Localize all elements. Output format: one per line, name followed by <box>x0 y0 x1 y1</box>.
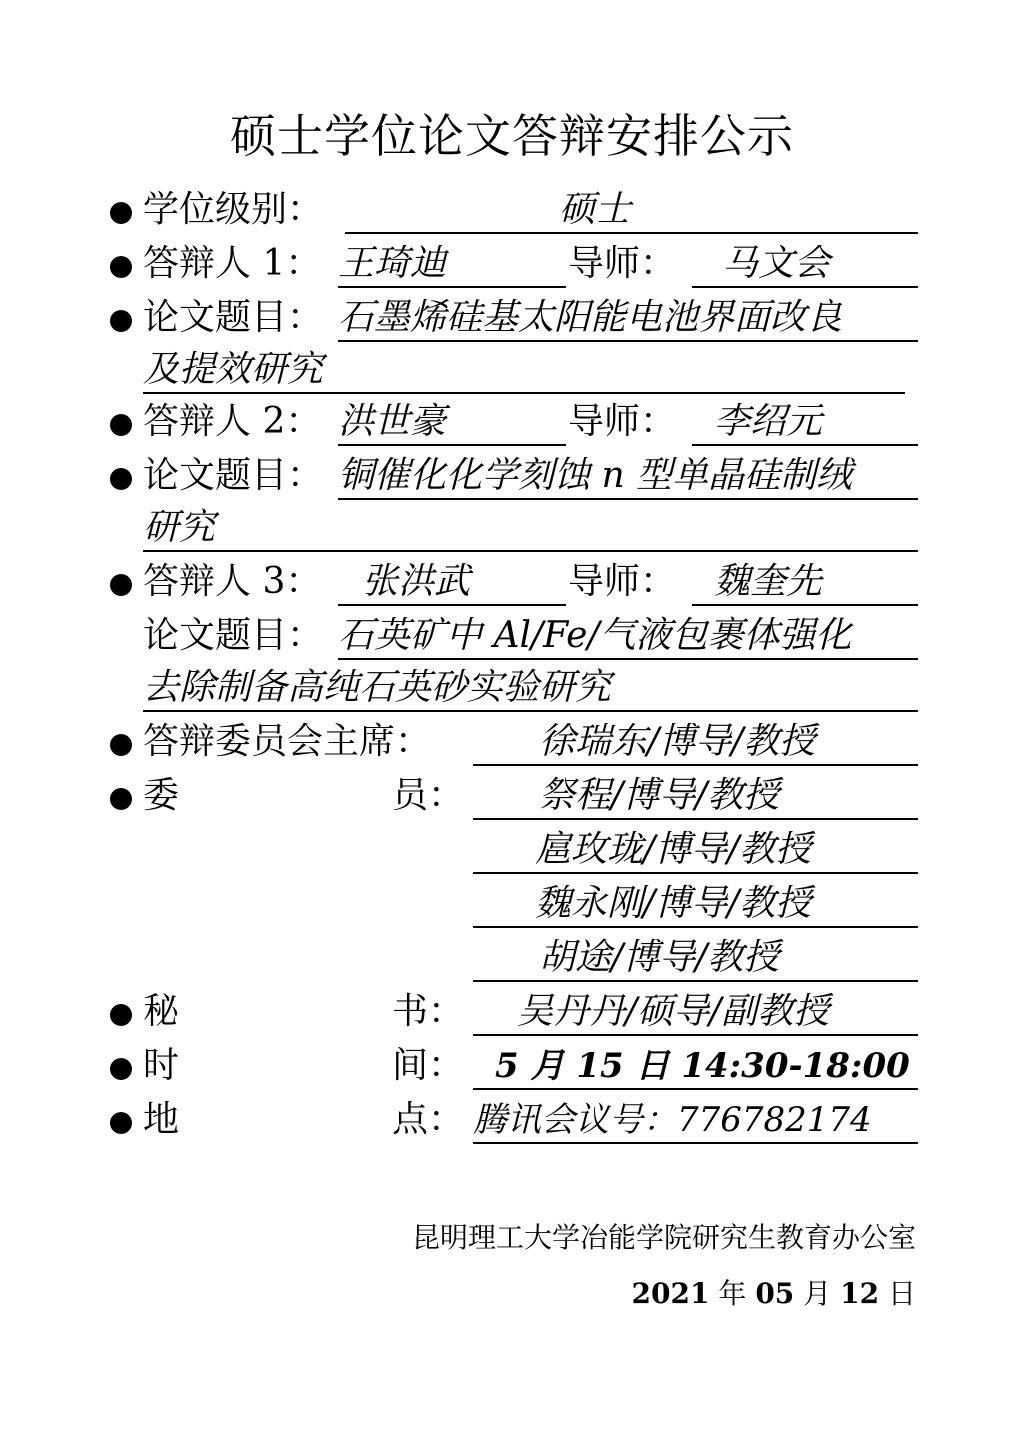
defender-1-row <box>0 238 1024 290</box>
thesis-2-label: 论文题目： <box>143 455 324 496</box>
degree-label: 学位级别： <box>143 189 324 230</box>
date-day: 12 <box>840 1277 880 1310</box>
member-4: 胡途/博导/教授 <box>539 937 780 978</box>
member-3-field <box>473 878 918 928</box>
member-1-field <box>473 770 918 820</box>
thesis-1-text2: 及提效研究 <box>143 349 324 390</box>
defender-2-label: 答辩人 2： <box>143 401 322 442</box>
place-label-1: 地 <box>143 1099 180 1140</box>
defender-1-label: 答辩人 1： <box>143 243 322 284</box>
chair-field <box>473 716 918 766</box>
place-label-2: 点： <box>392 1099 465 1140</box>
bullet-icon <box>110 788 132 810</box>
degree-value: 硕士 <box>559 189 632 230</box>
secretary-label-1: 秘 <box>143 991 180 1032</box>
bullet-icon <box>110 202 132 224</box>
member-1: 祭程/博导/教授 <box>539 775 780 816</box>
advisor-2-field <box>692 396 918 446</box>
date-day-char: 日 <box>887 1277 916 1310</box>
thesis-3-row <box>0 610 1024 662</box>
defender-2-name-field <box>338 396 566 446</box>
issuing-office: 昆明理工大学冶能学院研究生教育办公室 <box>411 1221 916 1254</box>
time-label-2: 间： <box>392 1045 465 1086</box>
secretary-field <box>473 986 918 1036</box>
degree-field <box>345 184 918 234</box>
bullet-icon <box>110 256 132 278</box>
thesis-3-text1: 石英矿中 Al/Fe/气液包裹体强化 <box>338 615 852 656</box>
bullet-icon <box>110 574 132 596</box>
bullet-icon <box>110 414 132 436</box>
issue-date <box>632 1274 916 1314</box>
thesis-1-row <box>0 292 1024 344</box>
thesis-1-label: 论文题目： <box>143 297 324 338</box>
advisor-3-name: 魏奎先 <box>714 561 823 602</box>
time-value: 5 月 15 日 14:30-18:00 <box>495 1046 910 1086</box>
defender-3-label: 答辩人 3： <box>143 561 322 602</box>
thesis-2-row <box>0 450 1024 502</box>
advisor-1-name: 马文会 <box>722 243 831 284</box>
bullet-icon <box>110 1058 132 1080</box>
secretary-value: 吴丹丹/硕导/副教授 <box>517 991 830 1032</box>
bullet-icon <box>110 734 132 756</box>
date-month: 05 <box>755 1277 795 1310</box>
members-label-2: 员： <box>392 775 465 816</box>
thesis-2-line2 <box>143 502 918 552</box>
time-row <box>0 1040 1024 1092</box>
advisor-2-label: 导师： <box>568 401 677 442</box>
defender-3-row <box>0 556 1024 608</box>
thesis-1-line2 <box>143 344 905 394</box>
member-4-row <box>0 932 1024 984</box>
date-year-char: 年 <box>718 1277 747 1310</box>
thesis-3-line2 <box>143 662 918 712</box>
defender-2-row <box>0 396 1024 448</box>
thesis-2-text2: 研究 <box>143 507 216 548</box>
chair-label: 答辩委员会主席： <box>143 721 432 762</box>
bullet-icon <box>110 468 132 490</box>
member-3-row <box>0 878 1024 930</box>
thesis-1-line1 <box>338 292 918 342</box>
thesis-2-text1: 铜催化化学刻蚀 n 型单晶硅制绒 <box>338 455 853 496</box>
chair-row <box>0 716 1024 768</box>
thesis-3-line1 <box>338 610 918 660</box>
member-3: 魏永刚/博导/教授 <box>535 883 812 924</box>
secretary-row <box>0 986 1024 1038</box>
bullet-icon <box>110 310 132 332</box>
defender-3-name: 张洪武 <box>362 561 471 602</box>
defender-1-name-field <box>338 238 566 288</box>
members-row <box>0 770 1024 822</box>
members-label-1: 委 <box>143 775 180 816</box>
thesis-3-label: 论文题目： <box>143 615 324 656</box>
thesis-2-line1 <box>338 450 918 500</box>
place-row <box>0 1094 1024 1146</box>
advisor-1-label: 导师： <box>568 243 677 284</box>
secretary-label-2: 书： <box>392 991 465 1032</box>
defender-3-name-field <box>338 556 566 606</box>
thesis-1-text1: 石墨烯硅基太阳能电池界面改良 <box>338 297 843 338</box>
advisor-2-name: 李绍元 <box>714 401 823 442</box>
place-value: 腾讯会议号：776782174 <box>473 1100 872 1140</box>
thesis-3-text2: 去除制备高纯石英砂实验研究 <box>143 667 612 708</box>
member-2: 扈玫珑/博导/教授 <box>535 829 812 870</box>
advisor-3-field <box>692 556 918 606</box>
bullet-icon <box>110 1004 132 1026</box>
chair-value: 徐瑞东/博导/教授 <box>539 721 816 762</box>
advisor-1-field <box>692 238 918 288</box>
page-title: 硕士学位论文答辩安排公示 <box>230 109 794 163</box>
place-field <box>473 1094 918 1144</box>
bullet-icon <box>110 1112 132 1134</box>
member-2-field <box>473 824 918 874</box>
member-4-field <box>473 932 918 982</box>
date-year: 2021 <box>631 1277 710 1310</box>
degree-row <box>0 184 1024 236</box>
defender-1-name: 王琦迪 <box>338 243 447 284</box>
member-2-row <box>0 824 1024 876</box>
advisor-3-label: 导师： <box>568 561 677 602</box>
date-month-char: 月 <box>803 1277 832 1310</box>
defender-2-name: 洪世豪 <box>338 401 447 442</box>
time-label-1: 时 <box>143 1045 180 1086</box>
time-field <box>473 1040 918 1090</box>
